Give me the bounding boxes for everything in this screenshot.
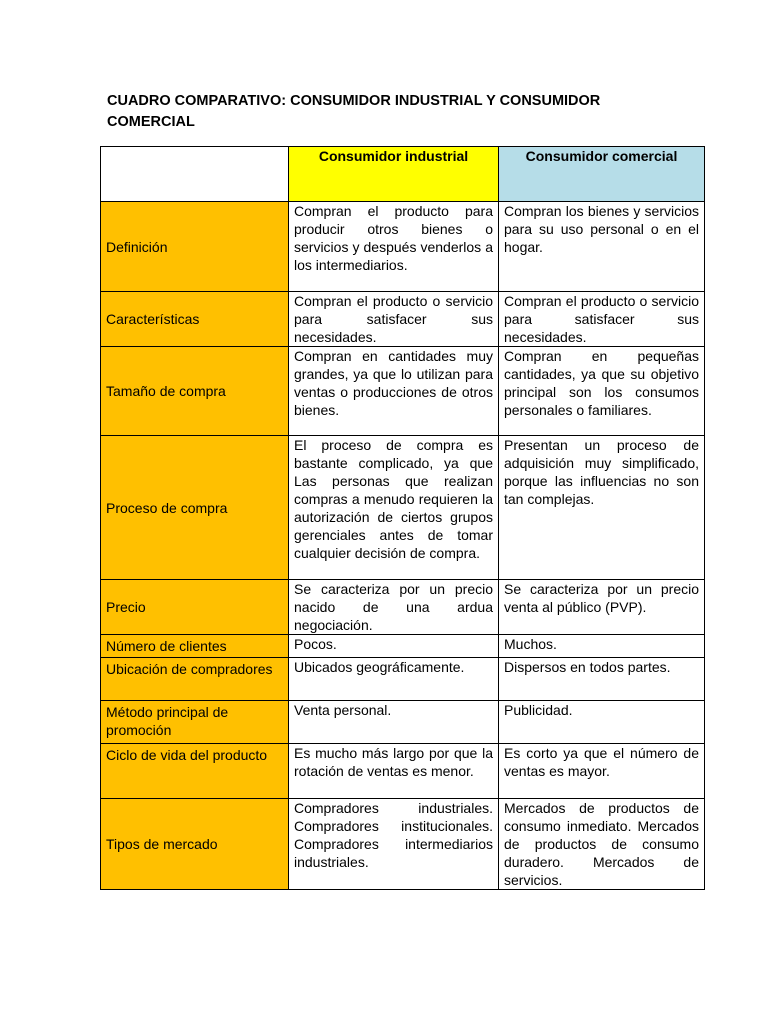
table-row <box>101 580 705 635</box>
header-industrial: Consumidor industrial <box>289 147 499 202</box>
cell-industrial: Compradores industriales. Compradores institucionales. Compradores intermediarios industriales. <box>289 799 499 890</box>
row-label: Método principal de promoción <box>101 701 289 744</box>
cell-comercial: Compran en pequeñas cantidades, ya que su objetivo principal son los consumos personales o familiares. <box>499 347 705 436</box>
cell-comercial: Muchos. <box>499 635 705 658</box>
cell-comercial: Dispersos en todos partes. <box>499 658 705 701</box>
cell-industrial: El proceso de compra es bastante complicado, ya que Las personas que realizan compras a menudo requieren la autorización de ciertos grupos gerenciales antes de tomar cualquier decisión de compra. <box>289 436 499 580</box>
table-row <box>101 635 705 658</box>
cell-industrial: Compran en cantidades muy grandes, ya que lo utilizan para ventas o producciones de otros bienes. <box>289 347 499 436</box>
row-label: Características <box>101 292 289 347</box>
cell-industrial: Compran el producto o servicio para satisfacer sus necesidades. <box>289 292 499 347</box>
cell-industrial: Pocos. <box>289 635 499 658</box>
table-row <box>101 701 705 744</box>
cell-comercial: Presentan un proceso de adquisición muy simplificado, porque las influencias no son tan complejas. <box>499 436 705 580</box>
header-comercial: Consumidor comercial <box>499 147 705 202</box>
cell-comercial: Mercados de productos de consumo inmediato. Mercados de productos de consumo duradero. Mercados de servicios. <box>499 799 705 890</box>
table-row <box>101 347 705 436</box>
cell-industrial: Se caracteriza por un precio nacido de una ardua negociación. <box>289 580 499 635</box>
cell-comercial: Es corto ya que el número de ventas es mayor. <box>499 744 705 799</box>
document-title: CUADRO COMPARATIVO: CONSUMIDOR INDUSTRIAL Y CONSUMIDOR COMERCIAL <box>107 93 601 130</box>
row-label: Ubicación de compradores <box>101 658 289 701</box>
header-row <box>101 147 705 202</box>
table-row <box>101 658 705 701</box>
table-row <box>101 436 705 580</box>
cell-comercial: Se caracteriza por un precio venta al público (PVP). <box>499 580 705 635</box>
row-label: Definición <box>101 202 289 292</box>
row-label: Proceso de compra <box>101 436 289 580</box>
table-row <box>101 744 705 799</box>
cell-comercial: Publicidad. <box>499 701 705 744</box>
row-label: Ciclo de vida del producto <box>101 744 289 799</box>
cell-industrial: Ubicados geográficamente. <box>289 658 499 701</box>
row-label: Número de clientes <box>101 635 289 658</box>
table-row <box>101 799 705 890</box>
cell-comercial: Compran los bienes y servicios para su uso personal o en el hogar. <box>499 202 705 292</box>
table-row <box>101 292 705 347</box>
comparison-table <box>100 146 705 890</box>
row-label: Precio <box>101 580 289 635</box>
row-label: Tamaño de compra <box>101 347 289 436</box>
header-blank-cell <box>101 147 289 202</box>
cell-industrial: Es mucho más largo por que la rotación de ventas es menor. <box>289 744 499 799</box>
cell-industrial: Venta personal. <box>289 701 499 744</box>
row-label: Tipos de mercado <box>101 799 289 890</box>
table-row <box>101 202 705 292</box>
cell-industrial: Compran el producto para producir otros bienes o servicios y después venderlos a los intermediarios. <box>289 202 499 292</box>
cell-comercial: Compran el producto o servicio para satisfacer sus necesidades. <box>499 292 705 347</box>
